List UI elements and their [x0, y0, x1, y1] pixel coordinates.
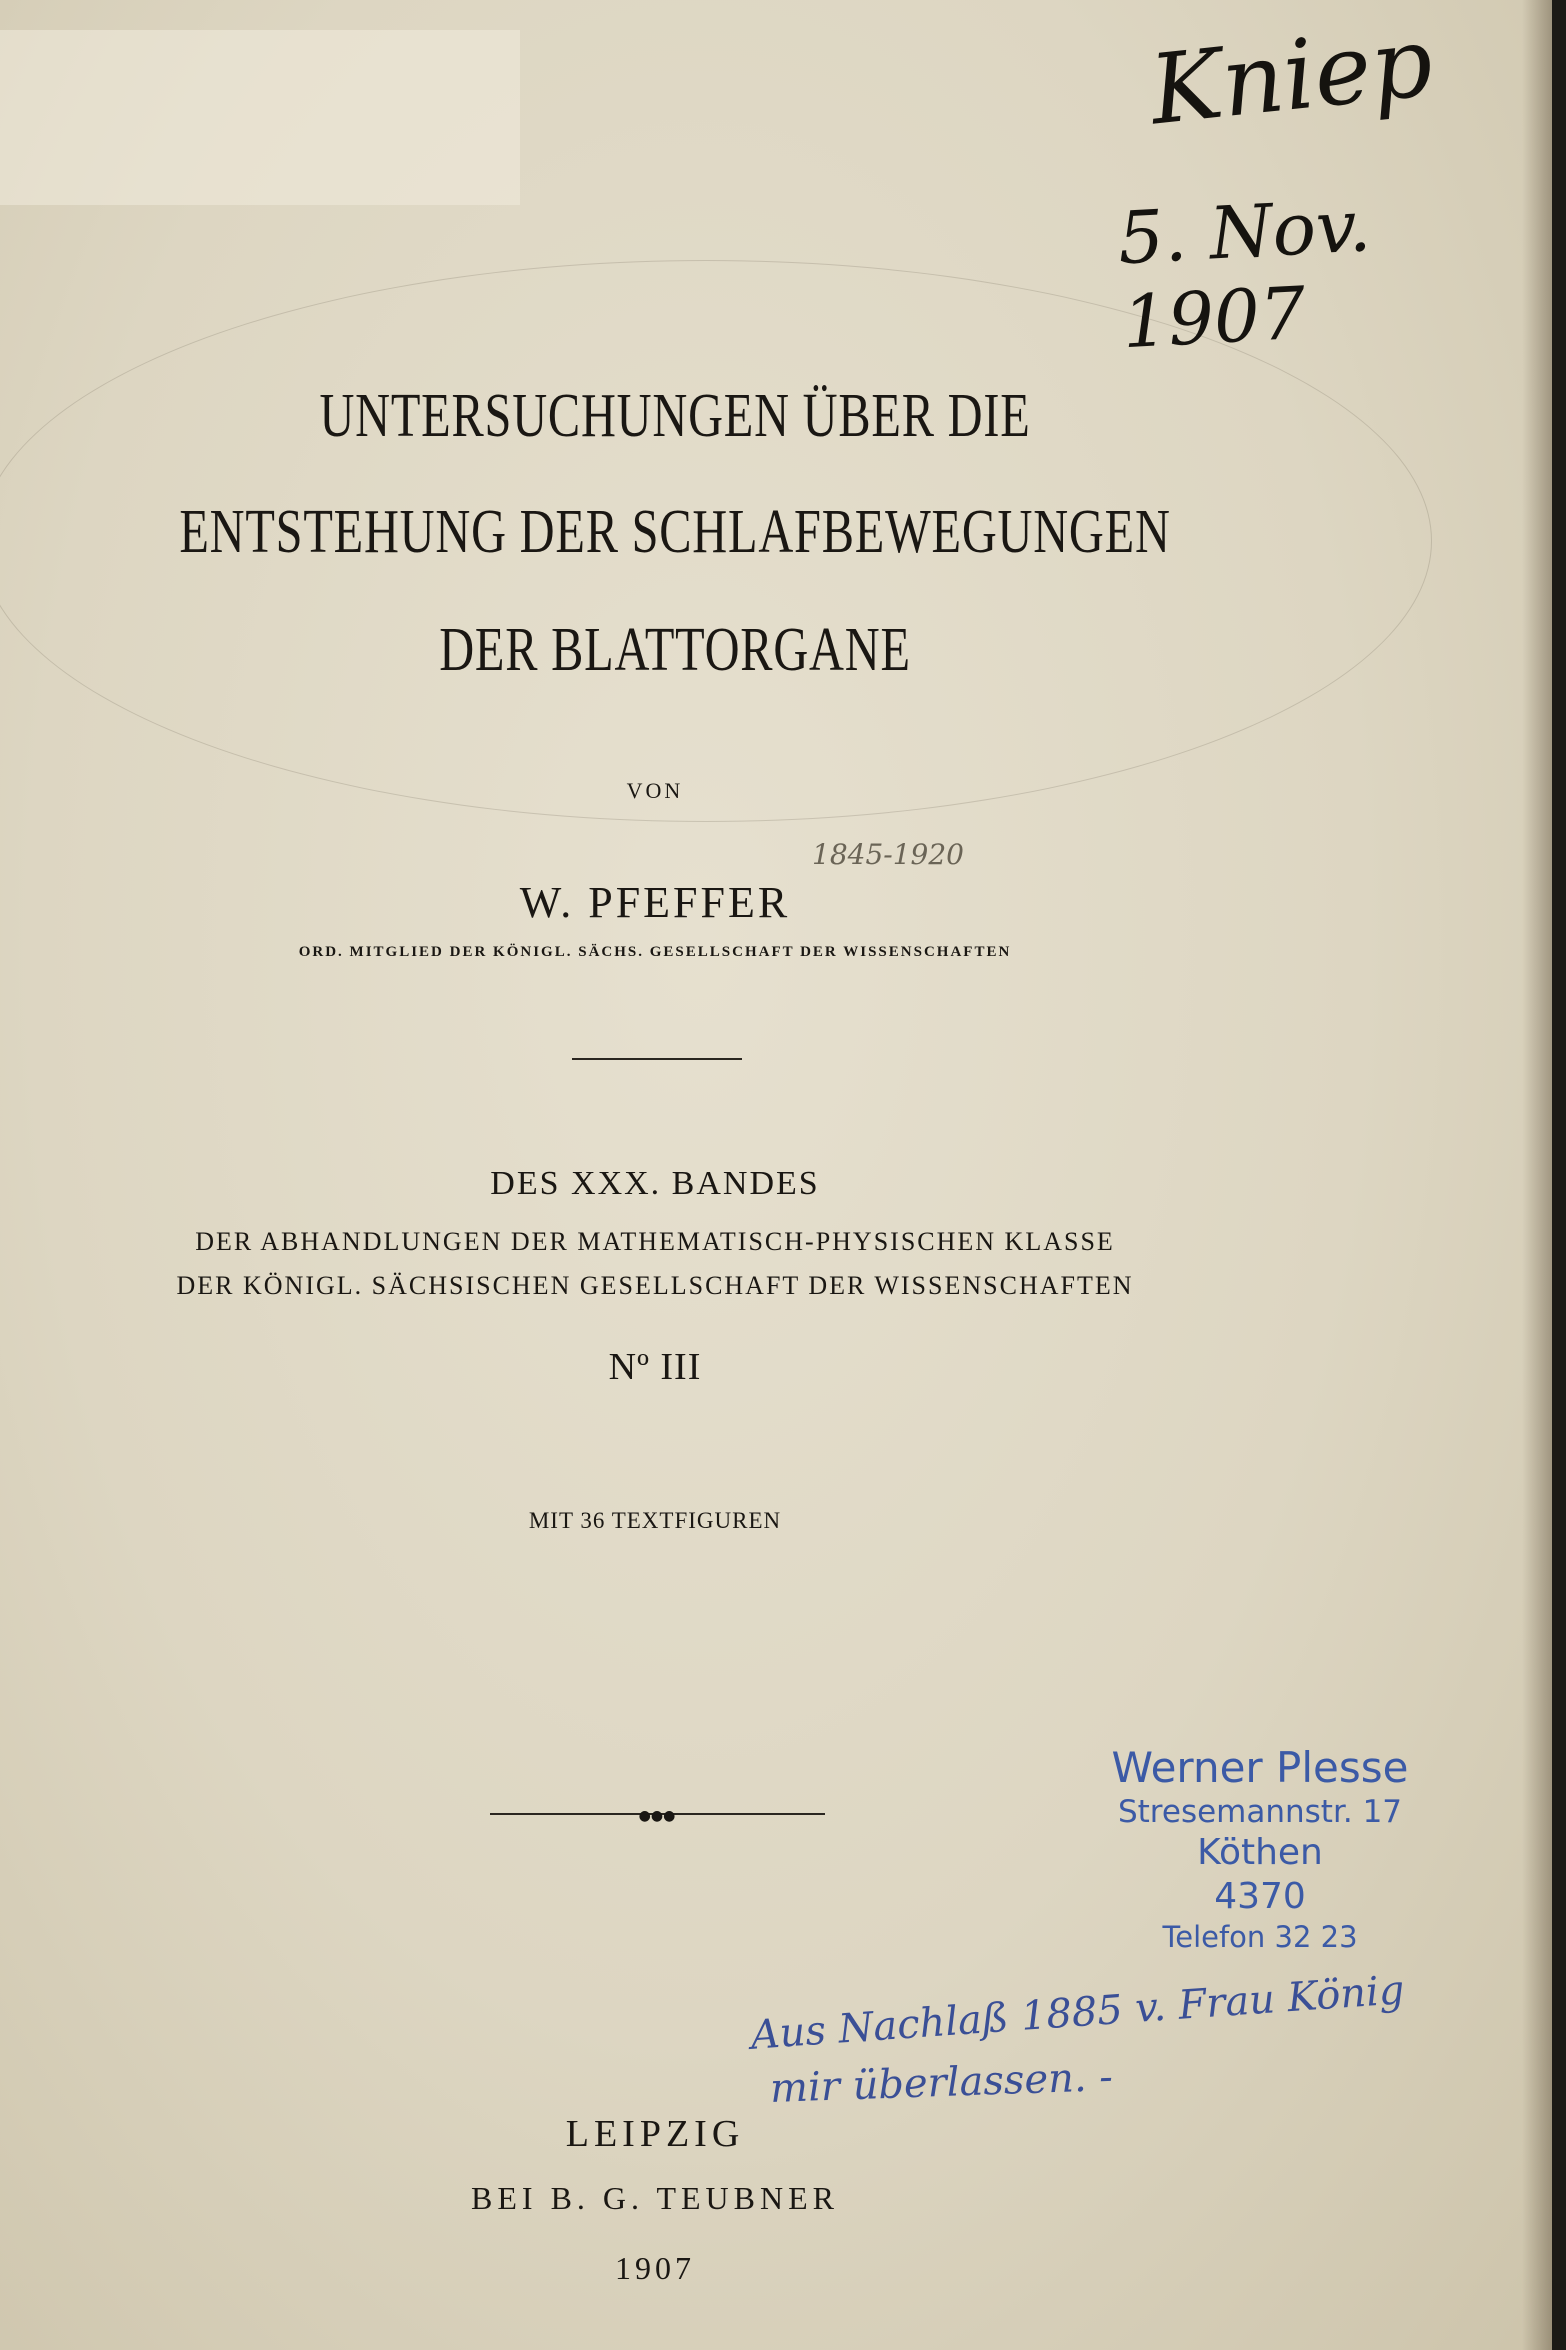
series-volume: DES XXX. BANDES [490, 1165, 820, 1202]
handwritten-owner-name: Kniep [1144, 5, 1438, 147]
owner-stamp [1080, 1745, 1440, 1954]
stamp-phone: Telefon 32 23 [1162, 1920, 1358, 1955]
divider-rule [572, 1058, 742, 1060]
author-affiliation: ORD. MITGLIED DER KÖNIGL. SÄCHS. GESELLSCHAFT DER WISSENSCHAFTEN [298, 944, 1012, 960]
von-label: VON [626, 778, 684, 803]
imprint-publisher: BEI B. G. TEUBNER [471, 2180, 839, 2216]
title-line-3: DER BLATTORGANE [439, 616, 911, 684]
figure-count: MIT 36 TEXTFIGUREN [528, 1508, 782, 1533]
stamp-name: Werner Plesse [1111, 1743, 1409, 1792]
handwritten-date: 5. Nov. 1907 [1115, 183, 1373, 365]
series-line-2: DER ABHANDLUNGEN DER MATHEMATISCH-PHYSISCHEN KLASSE [195, 1227, 1115, 1256]
ornament-dots: ●●● [638, 1808, 676, 1824]
title-line-2: ENTSTEHUNG DER SCHLAFBEWEGUNGEN [179, 498, 1171, 566]
series-line-3: DER KÖNIGL. SÄCHSISCHEN GESELLSCHAFT DER WISSENSCHAFTEN [176, 1271, 1134, 1300]
stamp-city: Köthen [1197, 1832, 1323, 1874]
pencil-life-dates: 1845-1920 [812, 838, 964, 871]
tape-residue [0, 30, 520, 205]
imprint-year: 1907 [615, 2250, 695, 2286]
issue-number: Nº III [608, 1346, 702, 1388]
author-name: W. PFEFFER [519, 878, 791, 927]
stamp-postcode: 4370 [1214, 1875, 1306, 1917]
title-line-1: UNTERSUCHUNGEN ÜBER DIE [319, 382, 1031, 450]
page-edge-shadow [1522, 0, 1552, 2350]
handwritten-note-line-1: Aus Nachlaß 1885 v. Frau König [749, 1967, 1406, 2059]
handwritten-note-line-2: mir überlassen. - [769, 2054, 1114, 2112]
imprint-place: LEIPZIG [565, 2113, 745, 2155]
stamp-street: Stresemannstr. 17 [1117, 1794, 1403, 1831]
